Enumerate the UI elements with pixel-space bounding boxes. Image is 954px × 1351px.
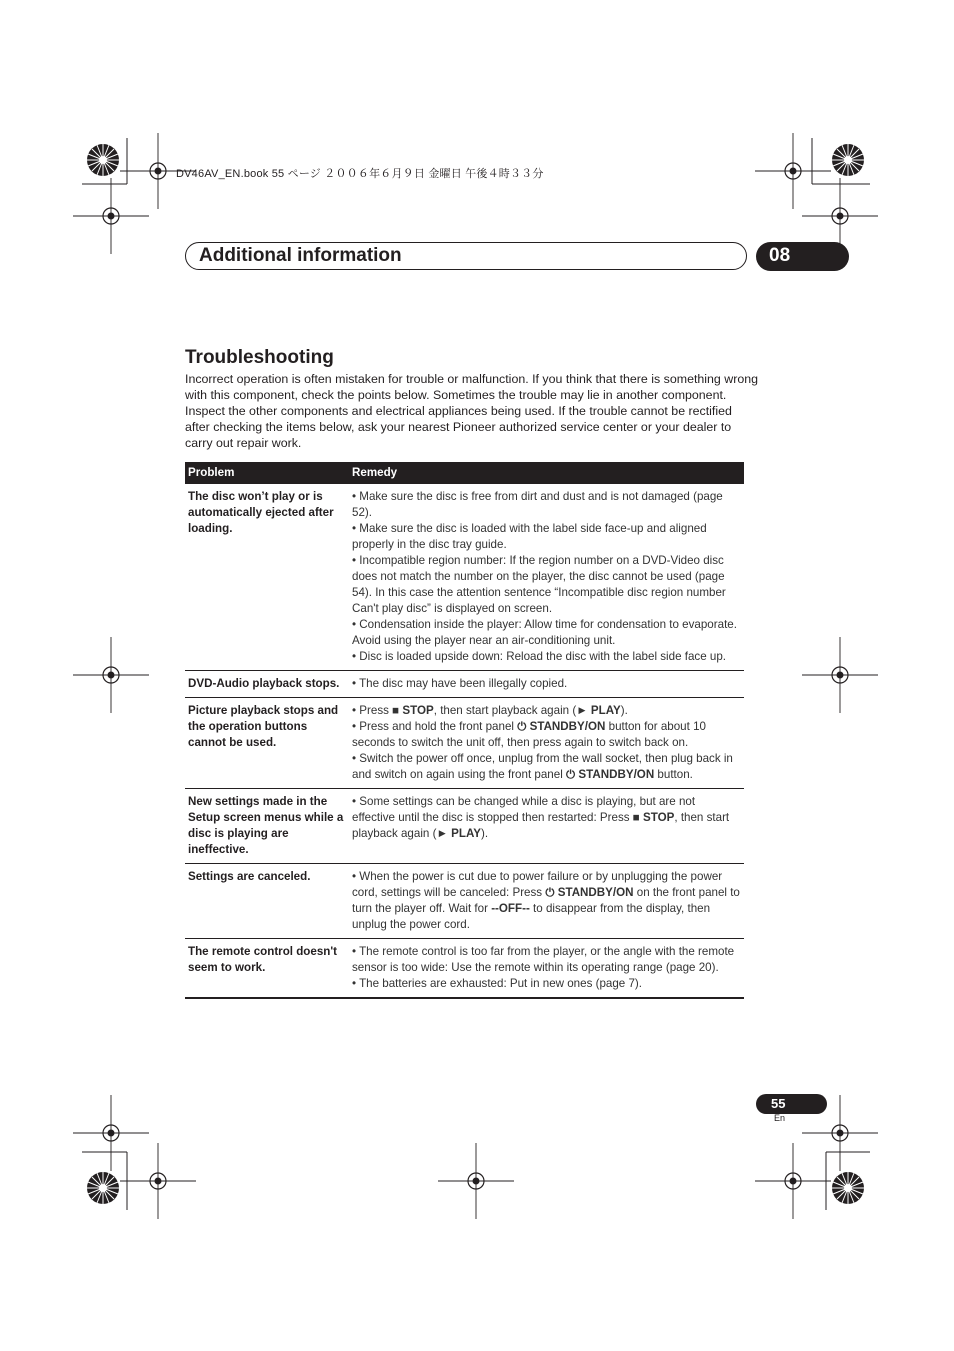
play-label: PLAY [451,827,482,840]
remedy-cell [349,484,744,671]
table-row [185,484,744,671]
play-label: PLAY [590,704,621,717]
starburst-target-icon [832,144,864,176]
stop-label: STOP [402,704,434,717]
table-row [185,671,744,698]
remedy-cell [349,671,744,698]
remedy-item: • Make sure the disc is loaded with the label side face-up and aligned properly in the disc tray guide. [352,522,707,551]
remedy-item: • Condensation inside the player: Allow time for condensation to evaporate. Avoid using the player near an air-conditioning unit. [352,618,737,647]
remedy-item: • Make sure the disc is free from dirt and dust and is not damaged (page 52). [352,490,723,519]
registration-crosshair-icon [438,1143,514,1219]
registration-crosshair-icon [755,133,831,209]
remedy-item [352,719,741,751]
remedy-header: Remedy [349,462,744,484]
remedy-text: ). [481,827,489,840]
remedy-text: • When the power is cut due to power failure or by unplugging the power cord, settings will be canceled: Press [352,870,723,899]
registration-crosshair-icon [73,637,149,713]
play-icon: ► [436,827,448,840]
remedy-text: , then start playback again ( [433,704,577,717]
remedy-item [352,869,741,933]
remedy-text: • Press and hold the front panel [352,720,518,733]
play-icon: ► [576,704,588,717]
remedy-cell [349,698,744,789]
problem-header: Problem [185,462,349,484]
registration-crosshair-icon [73,1095,149,1171]
problem-cell: The disc won’t play or is automatically ejected after loading. [185,484,349,671]
table-header-row [185,462,744,484]
stop-icon: ■ [632,811,640,824]
remedy-item: • The batteries are exhausted: Put in new ones (page 7). [352,977,643,990]
power-icon: ⏻ [566,768,576,781]
remedy-item: • Disc is loaded upside down: Reload the disc with the label side face up. [352,650,726,663]
power-icon: ⏻ [517,720,527,733]
remedy-text: button for about 10 seconds to switch the unit off, then press again to switch back on. [352,720,706,749]
section-title: Troubleshooting [185,347,334,368]
registration-crosshair-icon [802,637,878,713]
starburst-target-icon [87,1172,119,1204]
remedy-text: • Some settings can be changed while a disc is playing, but are not effective until the disc is stopped then restarted: Press [352,795,696,824]
intro-paragraph: Incorrect operation is often mistaken for trouble or malfunction. If you think that there is something wrong with this component, check the points below. Sometimes the trouble may lie in another component. Inspect the other components and electrical appliances being used. If the trouble cannot be rectified after checking the items below, ask your nearest Pioneer authorized service center or your dealer to carry out repair work. [185,372,759,450]
print-info: DV46AV_EN.book 55 ページ ２００６年６月９日 金曜日 午後４時３３分 [176,168,544,180]
table-row [185,864,744,939]
problem-cell: Settings are canceled. [185,864,349,939]
remedy-cell [349,939,744,999]
header-title: Additional information [199,245,402,266]
remedy-text: ). [620,704,628,717]
remedy-text: • Switch the power off once, unplug from the wall socket, then plug back in and switch on again using the front panel [352,752,733,781]
page-number-badge [756,1094,827,1114]
standby-label: STANDBY/ON [578,768,655,781]
remedy-item: • Incompatible region number: If the region number on a DVD-Video disc does not match the number on the player, the disc cannot be used (page 54). In this case the attention sentence “Incompatible disc region number Can't play disc” is displayed on screen. [352,554,726,615]
troubleshooting-table [185,462,744,999]
problem-cell: DVD-Audio playback stops. [185,671,349,698]
table-row [185,698,744,789]
starburst-target-icon [832,1172,864,1204]
page-number: 55 [771,1096,786,1111]
remedy-item [352,751,741,783]
table-row [185,939,744,999]
standby-label: STANDBY/ON [557,886,634,899]
remedy-text: , then start playback again ( [352,811,730,840]
remedy-item: • The disc may have been illegally copied. [352,677,568,690]
registration-crosshair-icon [755,1143,831,1219]
standby-label: STANDBY/ON [529,720,606,733]
remedy-text: • Press [352,704,393,717]
table-row [185,789,744,864]
remedy-text: on the front panel to turn the player off. Wait for [352,886,740,915]
stop-label: STOP [643,811,675,824]
problem-cell: New settings made in the Setup screen menus while a disc is playing are ineffective. [185,789,349,864]
remedy-item: • The remote control is too far from the player, or the angle with the remote sensor is too wide: Use the remote within its operating range (page 20). [352,945,735,974]
power-icon: ⏻ [545,886,555,899]
remedy-cell [349,864,744,939]
problem-cell: Picture playback stops and the operation buttons cannot be used. [185,698,349,789]
page-language: En [774,1113,786,1123]
remedy-text: to disappear from the display, then unplug the power cord. [352,902,711,931]
remedy-text: button. [654,768,693,781]
remedy-cell [349,789,744,864]
stop-icon: ■ [392,704,400,717]
chapter-number: 08 [769,245,791,266]
registration-crosshair-icon [73,178,149,254]
starburst-target-icon [87,144,119,176]
problem-cell: The remote control doesn't seem to work. [185,939,349,999]
remedy-item [352,794,741,842]
registration-crosshair-icon [120,1143,196,1219]
off-label: --OFF-- [491,902,530,915]
remedy-item [352,703,741,719]
